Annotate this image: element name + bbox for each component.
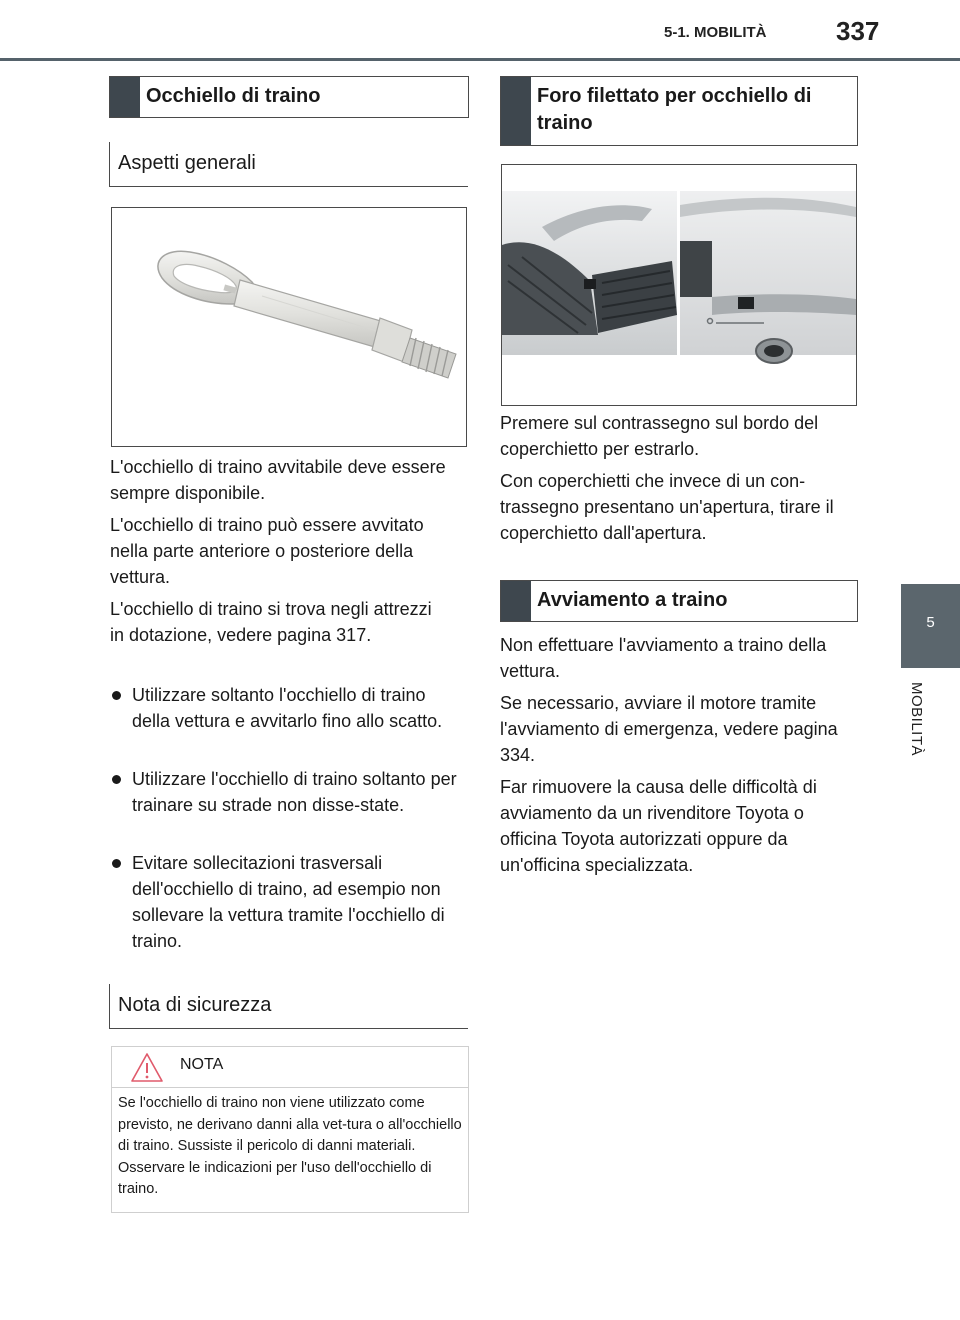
bumper-photos	[501, 164, 857, 406]
heading-text: Foro filettato per occhiello di traino	[537, 85, 812, 134]
safety-note	[111, 1046, 469, 1213]
paragraph-no-tow-start: Non effettuare l'avviamento a traino della vettura.	[500, 635, 827, 681]
list-item	[112, 682, 468, 762]
paragraph-dealer: Far rimuovere la causa delle difficoltà di avviamento da un rivenditore Toyota o officina Toyota autorizzati oppure da un'officina specializzata.	[500, 777, 817, 875]
bullet-icon	[112, 691, 121, 700]
section-title: 5-1. MOBILITÀ	[664, 24, 767, 41]
heading-bar	[501, 77, 531, 145]
paragraph-press-mark: Premere sul contrassegno sul bordo del coperchietto per estrarlo.	[500, 413, 819, 459]
section-heading-threaded-hole	[500, 76, 858, 146]
paragraph-location: L'occhiello di traino si trova negli attrezzi in dotazione, vedere pagina 317.	[110, 599, 432, 645]
bullet-icon	[112, 775, 121, 784]
heading-text: Occhiello di traino	[146, 85, 321, 107]
paragraph-mounting: L'occhiello di traino può essere avvitato nella parte anteriore o posteriore della vettura.	[110, 515, 424, 587]
heading-bar	[501, 581, 531, 621]
page-number: 337	[836, 16, 880, 46]
note-header	[112, 1047, 468, 1088]
list-item-text: Utilizzare l'occhiello di traino soltanto per trainare su strade non disse-state.	[132, 769, 457, 815]
heading-text: Avviamento a traino	[537, 589, 728, 611]
section-heading-tow-start	[500, 580, 858, 622]
heading-bar	[110, 77, 140, 117]
list-item-text: Utilizzare soltanto l'occhiello di traino della vettura e avvitarlo fino allo scatto.	[132, 685, 443, 731]
subheading-text: Nota di sicurezza	[118, 994, 272, 1016]
bullet-icon	[112, 859, 121, 868]
towing-eye-image	[112, 208, 466, 446]
subheading-general	[109, 142, 468, 187]
bumper-cover-image	[502, 165, 856, 405]
list-item	[112, 766, 468, 846]
paragraph-emergency-start: Se necessario, avviare il motore tramite l'avviamento di emergenza, vedere pagina 334.	[500, 693, 838, 765]
list-item-text: Evitare sollecitazioni trasversali dell'occhiello di traino, ad esempio non sollevare la vettura tramite l'occhiello di traino.	[132, 853, 445, 951]
subheading-text: Aspetti generali	[118, 152, 256, 174]
warning-triangle-icon	[130, 1051, 164, 1085]
note-title: NOTA	[180, 1056, 224, 1073]
header-divider	[0, 58, 960, 61]
towing-eye-illustration	[111, 207, 467, 447]
section-heading-towing-eye	[109, 76, 469, 118]
list-item	[112, 850, 468, 956]
paragraph-availability: L'occhiello di traino avvitabile deve essere sempre disponibile.	[110, 457, 446, 503]
chapter-number: 5	[926, 614, 935, 631]
subheading-safety	[109, 984, 468, 1029]
chapter-label: MOBILITÀ	[908, 682, 925, 757]
paragraph-opening: Con coperchietti che invece di un con-trassegno presentano un'apertura, tirare il coperchietto dall'apertura.	[500, 471, 834, 543]
note-body: Se l'occhiello di traino non viene utilizzato come previsto, ne derivano danni alla vet-tura o all'occhiello di traino. Sussiste il pericolo di danni materiali. Osservare le indicazioni per l'uso dell'occhiello di traino.	[118, 1095, 462, 1197]
